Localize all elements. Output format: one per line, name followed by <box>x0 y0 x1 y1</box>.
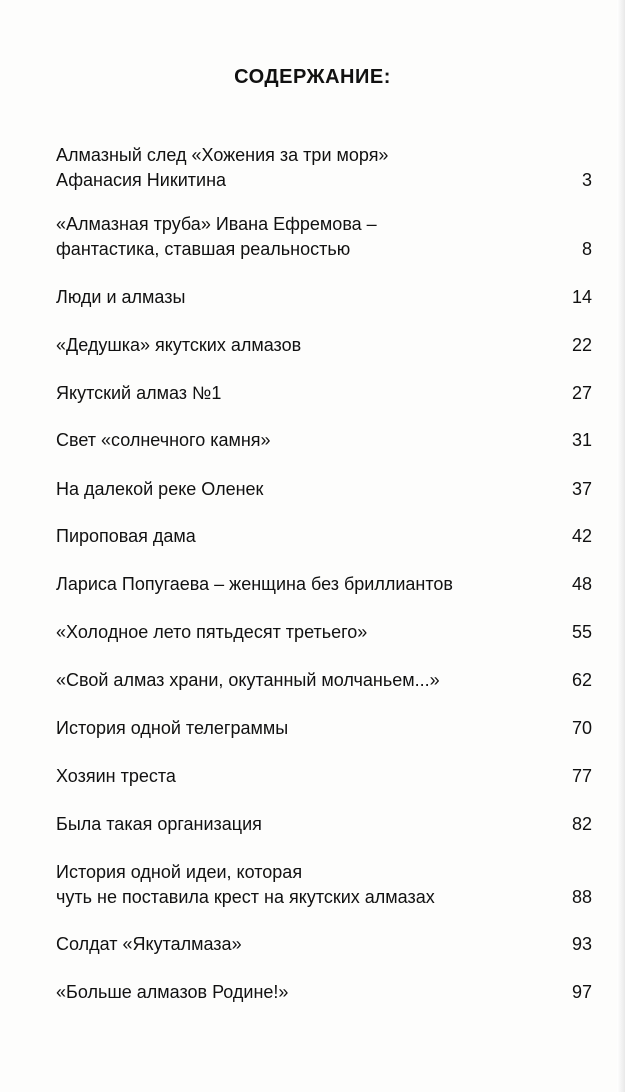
toc-entry-title-line: Лариса Попугаева – женщина без бриллиантов <box>56 574 453 594</box>
toc-entry <box>56 980 592 1005</box>
toc-entry-page: 70 <box>571 718 592 738</box>
toc-entry-title-line: Пироповая дама <box>56 526 196 546</box>
toc-entry <box>56 860 592 910</box>
toc-entry <box>56 381 592 406</box>
toc-entry-title-line: «Дедушка» якутских алмазов <box>56 335 302 355</box>
toc-entry <box>56 143 592 193</box>
toc-entry-page: 42 <box>571 526 592 546</box>
toc-entry-title-line: На далекой реке Оленек <box>56 479 264 499</box>
toc-entry-title-line: История одной идеи, которая <box>56 862 303 882</box>
toc-entry <box>56 668 592 693</box>
toc-entry-title-line: История одной телеграммы <box>56 718 289 738</box>
toc-entry-page: 31 <box>571 430 592 450</box>
toc-entry-title-line: фантастика, ставшая реальностью <box>56 239 351 259</box>
toc-entry-page: 93 <box>571 934 592 954</box>
toc-entry-page: 37 <box>571 479 592 499</box>
toc-entry <box>56 212 592 262</box>
toc-entry <box>56 716 592 741</box>
page-edge <box>617 0 625 1092</box>
toc-entry-title-line: чуть не поставила крест на якутских алмазах <box>56 887 435 907</box>
toc-entry <box>56 932 592 957</box>
toc-entry <box>56 428 592 453</box>
toc-entry-title-line: Якутский алмаз №1 <box>56 383 222 403</box>
toc-entry-title-line: Алмазный след «Хожения за три моря» <box>56 145 389 165</box>
toc-entry-page: 97 <box>571 982 592 1002</box>
toc-entry-title-line: «Больше алмазов Родине!» <box>56 982 289 1002</box>
toc-entry-title-line: Свет «солнечного камня» <box>56 430 271 450</box>
toc-entry <box>56 477 592 502</box>
toc-entry-page: 55 <box>571 622 592 642</box>
page-title: СОДЕРЖАНИЕ: <box>234 66 391 88</box>
toc-entry <box>56 333 592 358</box>
toc-entry-title-line: «Алмазная труба» Ивана Ефремова – <box>56 214 377 234</box>
toc-entry-title-line: «Свой алмаз храни, окутанный молчаньем...» <box>56 670 440 690</box>
toc-entry <box>56 620 592 645</box>
toc-entry-title-line: «Холодное лето пятьдесят третьего» <box>56 622 368 642</box>
toc-entry-page: 22 <box>571 335 592 355</box>
toc-entry-title-line: Была такая организация <box>56 814 262 834</box>
toc-entry <box>56 285 592 310</box>
toc-entry-page: 77 <box>571 766 592 786</box>
toc-entry-title-line: Люди и алмазы <box>56 287 186 307</box>
toc-entry-page: 88 <box>571 887 592 907</box>
toc-entry <box>56 812 592 837</box>
toc-entry-title-line: Хозяин треста <box>56 766 176 786</box>
toc-entry-page: 3 <box>581 170 592 190</box>
toc-entry-page: 48 <box>571 574 592 594</box>
toc-entry-title-line: Солдат «Якуталмаза» <box>56 934 242 954</box>
toc-entry-page: 8 <box>581 239 592 259</box>
toc-entry-page: 27 <box>571 383 592 403</box>
toc-entry <box>56 764 592 789</box>
toc-entry-page: 62 <box>571 670 592 690</box>
toc-entry <box>56 524 592 549</box>
toc-entry-title-line: Афанасия Никитина <box>56 170 227 190</box>
toc-entry-page: 14 <box>571 287 592 307</box>
toc-entry-page: 82 <box>571 814 592 834</box>
toc-entry <box>56 572 592 597</box>
